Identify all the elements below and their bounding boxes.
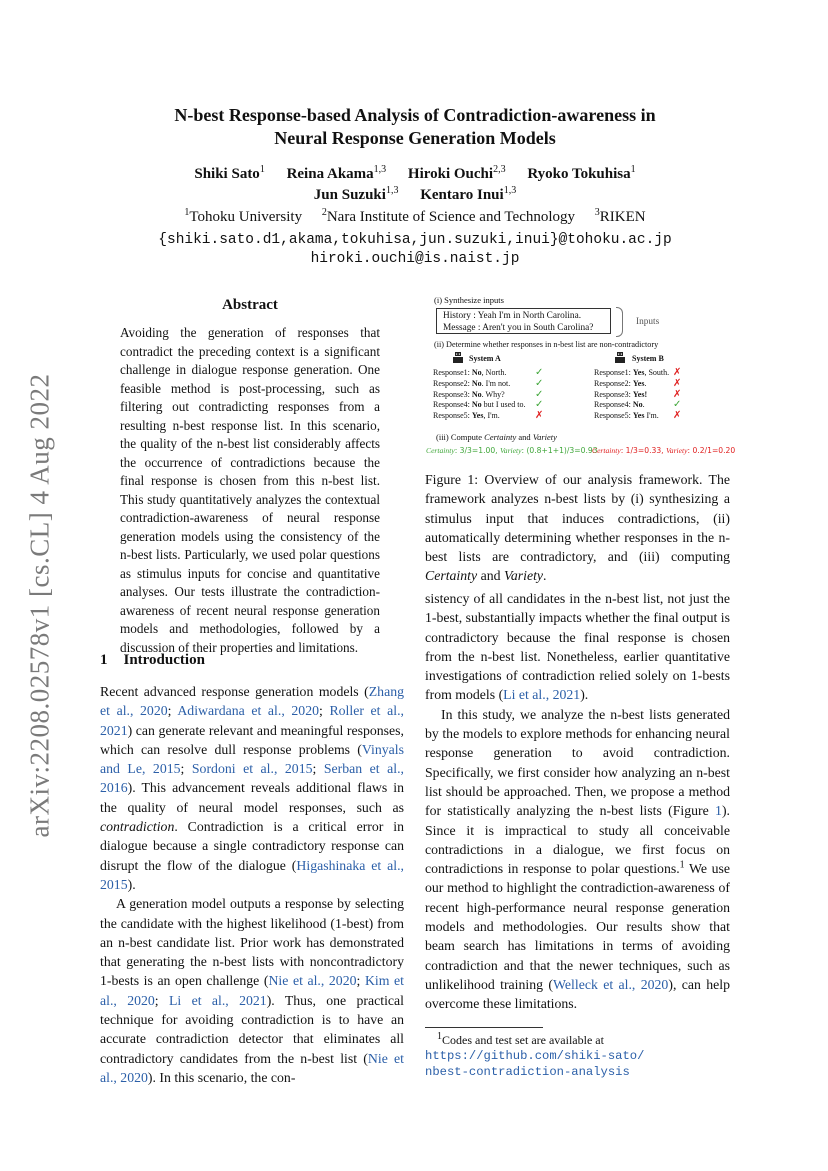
- cross-icon: ✗: [673, 388, 682, 400]
- footnote-rule: [425, 1027, 543, 1028]
- response-row: Response2: No. I'm not.: [433, 378, 511, 388]
- check-icon: ✓: [535, 367, 544, 378]
- citation-link[interactable]: Li et al., 2021: [168, 992, 267, 1008]
- author: Kentaro Inui$^{1,3}$: [420, 185, 517, 203]
- check-icon: ✓: [673, 399, 682, 411]
- caption-text: Overview of our analysis framework. The framework analyzes n-best lists by (i) synthesizing a stimulus input that induces contradictions, (ii) automatically determining whether responses in the n-best lists are contradictory, and (iii) computing Certainty and Variety.: [425, 472, 730, 584]
- email-line-1: {shiki.sato.d1,akama,tokuhisa,jun.suzuki,inui}@tohoku.ac.jp: [158, 232, 672, 248]
- figure-caption: [425, 470, 730, 586]
- author-emails: [100, 231, 730, 269]
- emphasis: Variety: [503, 568, 544, 584]
- caption-label: Figure 1:: [425, 472, 485, 487]
- citation-link[interactable]: Vinyals and Le, 2015: [100, 741, 404, 777]
- response-row: Response4: No.: [594, 400, 645, 410]
- affiliation: $^3$RIKEN: [594, 207, 646, 225]
- robot-icon: [453, 352, 463, 363]
- section-heading: [100, 652, 205, 669]
- section-title: Introduction: [123, 652, 205, 668]
- footnote-mark: 1: [437, 1031, 442, 1042]
- citation-link[interactable]: Roller et al., 2021: [100, 703, 404, 738]
- affiliation: $^1$Tohoku University: [184, 207, 303, 225]
- title-line-2: Neural Response Generation Models: [274, 128, 556, 148]
- section-number: 1: [100, 652, 108, 668]
- author: Ryoko Tokuhisa$^1$: [527, 164, 636, 182]
- message-line: Message : Aren't you in South Carolina?: [443, 323, 594, 333]
- check-icon: ✓: [535, 377, 544, 389]
- response-row: Response2: Yes.: [594, 378, 647, 388]
- history-line: History : Yeah I'm in North Carolina.: [443, 311, 582, 321]
- author-list: [100, 164, 730, 206]
- check-icon: ✓: [535, 399, 544, 411]
- cross-icon: ✗: [535, 410, 544, 422]
- response-row: Response5: Yes I'm.: [594, 411, 659, 421]
- cross-icon: ✗: [673, 367, 682, 378]
- footnote-text: Codes and test set are available at: [442, 1033, 604, 1047]
- footnote-link[interactable]: https://github.com/shiki-sato/: [425, 1049, 645, 1063]
- abstract-body: [120, 324, 380, 657]
- intro-paragraph-1: Recent advanced response generation models (Zhang et al., 2020; Adiwardana et al., 2020; Roller et al., 2021) can generate relevant and meaningful responses, which can resolve dull response problems (Vinyals and Le, 2015; Sordoni et al., 2015; Serban et al., 2016). This advancement reveals additional flaws in the quality of neural model responses, such as contradiction. Contradiction is a critical error in dialogue because a single contradictory response can disrupt the flow of the dialogue (Higashinaka et al., 2015).: [100, 684, 404, 892]
- arxiv-stamp: [20, 365, 60, 845]
- email-line-2: hiroki.ouchi@is.naist.jp: [310, 251, 520, 267]
- system-a-label: System A: [469, 354, 501, 363]
- citation-link[interactable]: Nie et al., 2020: [100, 1050, 404, 1085]
- inputs-label: Inputs: [636, 317, 660, 327]
- response-row: Response3: No. Why?: [433, 389, 505, 399]
- citation-link[interactable]: 1: [715, 803, 722, 819]
- citation-link[interactable]: Serban et al., 2016: [100, 761, 404, 796]
- citation-link[interactable]: Kim et al., 2020: [100, 973, 404, 1008]
- cross-icon: ✗: [673, 377, 682, 389]
- cross-icon: ✗: [673, 410, 682, 422]
- system-b-label: System B: [632, 354, 664, 363]
- response-row: Response1: No, North.: [433, 368, 507, 377]
- robot-icon: [615, 352, 625, 363]
- abstract-text: Avoiding the generation of responses that contradict the preceding context is a significant challenge in dialogue response generation. One feasible method is post-processing, such as filtering out contradicting responses from a resulting n-best response list. In this scenario, the quality of the n-best list considerably affects the occurrence of contradictions because the final response is chosen from this n-best list. This study quantitatively analyzes the contextual contradiction-awareness of neural response generation models using the consistency of the n-best lists. Particularly, we used polar questions as stimulus inputs for concise and quantitative analyses. Our tests illustrate the contradiction-awareness of recent neural response generation models and methodologies, followed by a discussion of their properties and limitations.: [120, 325, 380, 655]
- author: Shiki Sato$^1$: [194, 164, 265, 182]
- right-paragraph-1: sistency of all candidates in the n-best list, not just the 1-best, substantially impacts whether the final output is contradictory because the final response is chosen from the n-best list. Nonetheless, earlier quantitative investigations of contradiction relied solely on 1-bests from models (Li et al., 2021).: [425, 591, 731, 703]
- citation-link[interactable]: Nie et al., 2020: [268, 973, 357, 989]
- citation-link[interactable]: Adiwardana et al., 2020: [177, 703, 319, 719]
- right-paragraph-2: In this study, we analyze the n-best lists generated by the models to explore methods for enhancing neural response generation to avoid contradiction. Specifically, we first consider how analyzing an n-best list should be approached. Then, we propose a method for statistically analyzing the n-best lists (Figure 1). Since it is impractical to study all conceivable contradictions in a dialogue, we first focus on contradictions in response to polar questions.$^1$ We use our method to highlight the contradiction-awareness of recent high-performance neural response generation models and methodologies. Our results show that beam search has limitations in terms of avoiding contradiction and that the newer techniques, such as unlikelihood training (Welleck et al., 2020), can help overcome these limitations.: [425, 706, 731, 1012]
- response-row: Response5: Yes, I'm.: [433, 411, 500, 421]
- citation-link[interactable]: Sordoni et al., 2015: [191, 761, 313, 777]
- author: Jun Suzuki$^{1,3}$: [313, 185, 399, 203]
- footnote-ref[interactable]: 1: [679, 859, 685, 871]
- right-column: [425, 589, 730, 1014]
- figure-step-1: (i) Synthesize inputs: [434, 295, 504, 305]
- affiliation: $^2$Nara Institute of Science and Technology: [321, 207, 576, 225]
- figure-step-2: (ii) Determine whether responses in n-best list are non-contradictory: [434, 340, 659, 349]
- citation-link[interactable]: Higashinaka et al., 2015: [100, 857, 404, 892]
- intro-paragraph-2: A generation model outputs a response by selecting the candidate with the highest likelihood (1-best) from an n-best candidate list. Prior work has demonstrated that generating the n-best lists with noncontradictory 1-bests is an open challenge (Nie et al., 2020; Kim et al., 2020; Li et al., 2021). Thus, one practical technique for avoiding contradiction is to have an accurate contradiction detector that eliminates all contradictory candidates from the n-best list (Nie et al., 2020). In this scenario, the con-: [100, 896, 404, 1085]
- input-box: [436, 308, 611, 334]
- citation-link[interactable]: Zhang et al., 2020: [100, 684, 404, 719]
- check-icon: ✓: [535, 388, 544, 400]
- footnote: [425, 1032, 730, 1080]
- figure-step-3: (iii) Compute Certainty and Variety: [436, 432, 557, 442]
- intro-column: [100, 682, 404, 1087]
- arxiv-id: arXiv:2208.02578v1 [cs.CL] 4 Aug 2022: [24, 373, 55, 837]
- paper-title: [100, 104, 730, 150]
- system-b-metrics: Certainty: 1/3=0.33, Variety: 0.2/1=0.20: [592, 446, 736, 455]
- author: Reina Akama$^{1,3}$: [286, 164, 387, 182]
- footnote-link[interactable]: nbest-contradiction-analysis: [425, 1065, 630, 1079]
- response-row: Response3: Yes!: [594, 389, 648, 399]
- title-line-1: N-best Response-based Analysis of Contradiction-awareness in: [174, 105, 656, 125]
- system-a-metrics: Certainty: 3/3=1.00, Variety: (0.8+1+1)/3=0.93: [426, 446, 598, 455]
- emphasis: Certainty: [425, 568, 478, 584]
- citation-link[interactable]: Welleck et al., 2020: [552, 976, 669, 992]
- inputs-brace: [616, 307, 623, 337]
- affiliations: [100, 207, 730, 228]
- emphasis: contradiction: [100, 819, 175, 835]
- author: Hiroki Ouchi$^{2,3}$: [407, 164, 506, 182]
- abstract-heading: Abstract: [222, 297, 278, 313]
- citation-link[interactable]: Li et al., 2021: [503, 687, 581, 703]
- response-row: Response4: No but I used to.: [433, 400, 526, 410]
- response-row: Response1: Yes, South.: [594, 368, 670, 377]
